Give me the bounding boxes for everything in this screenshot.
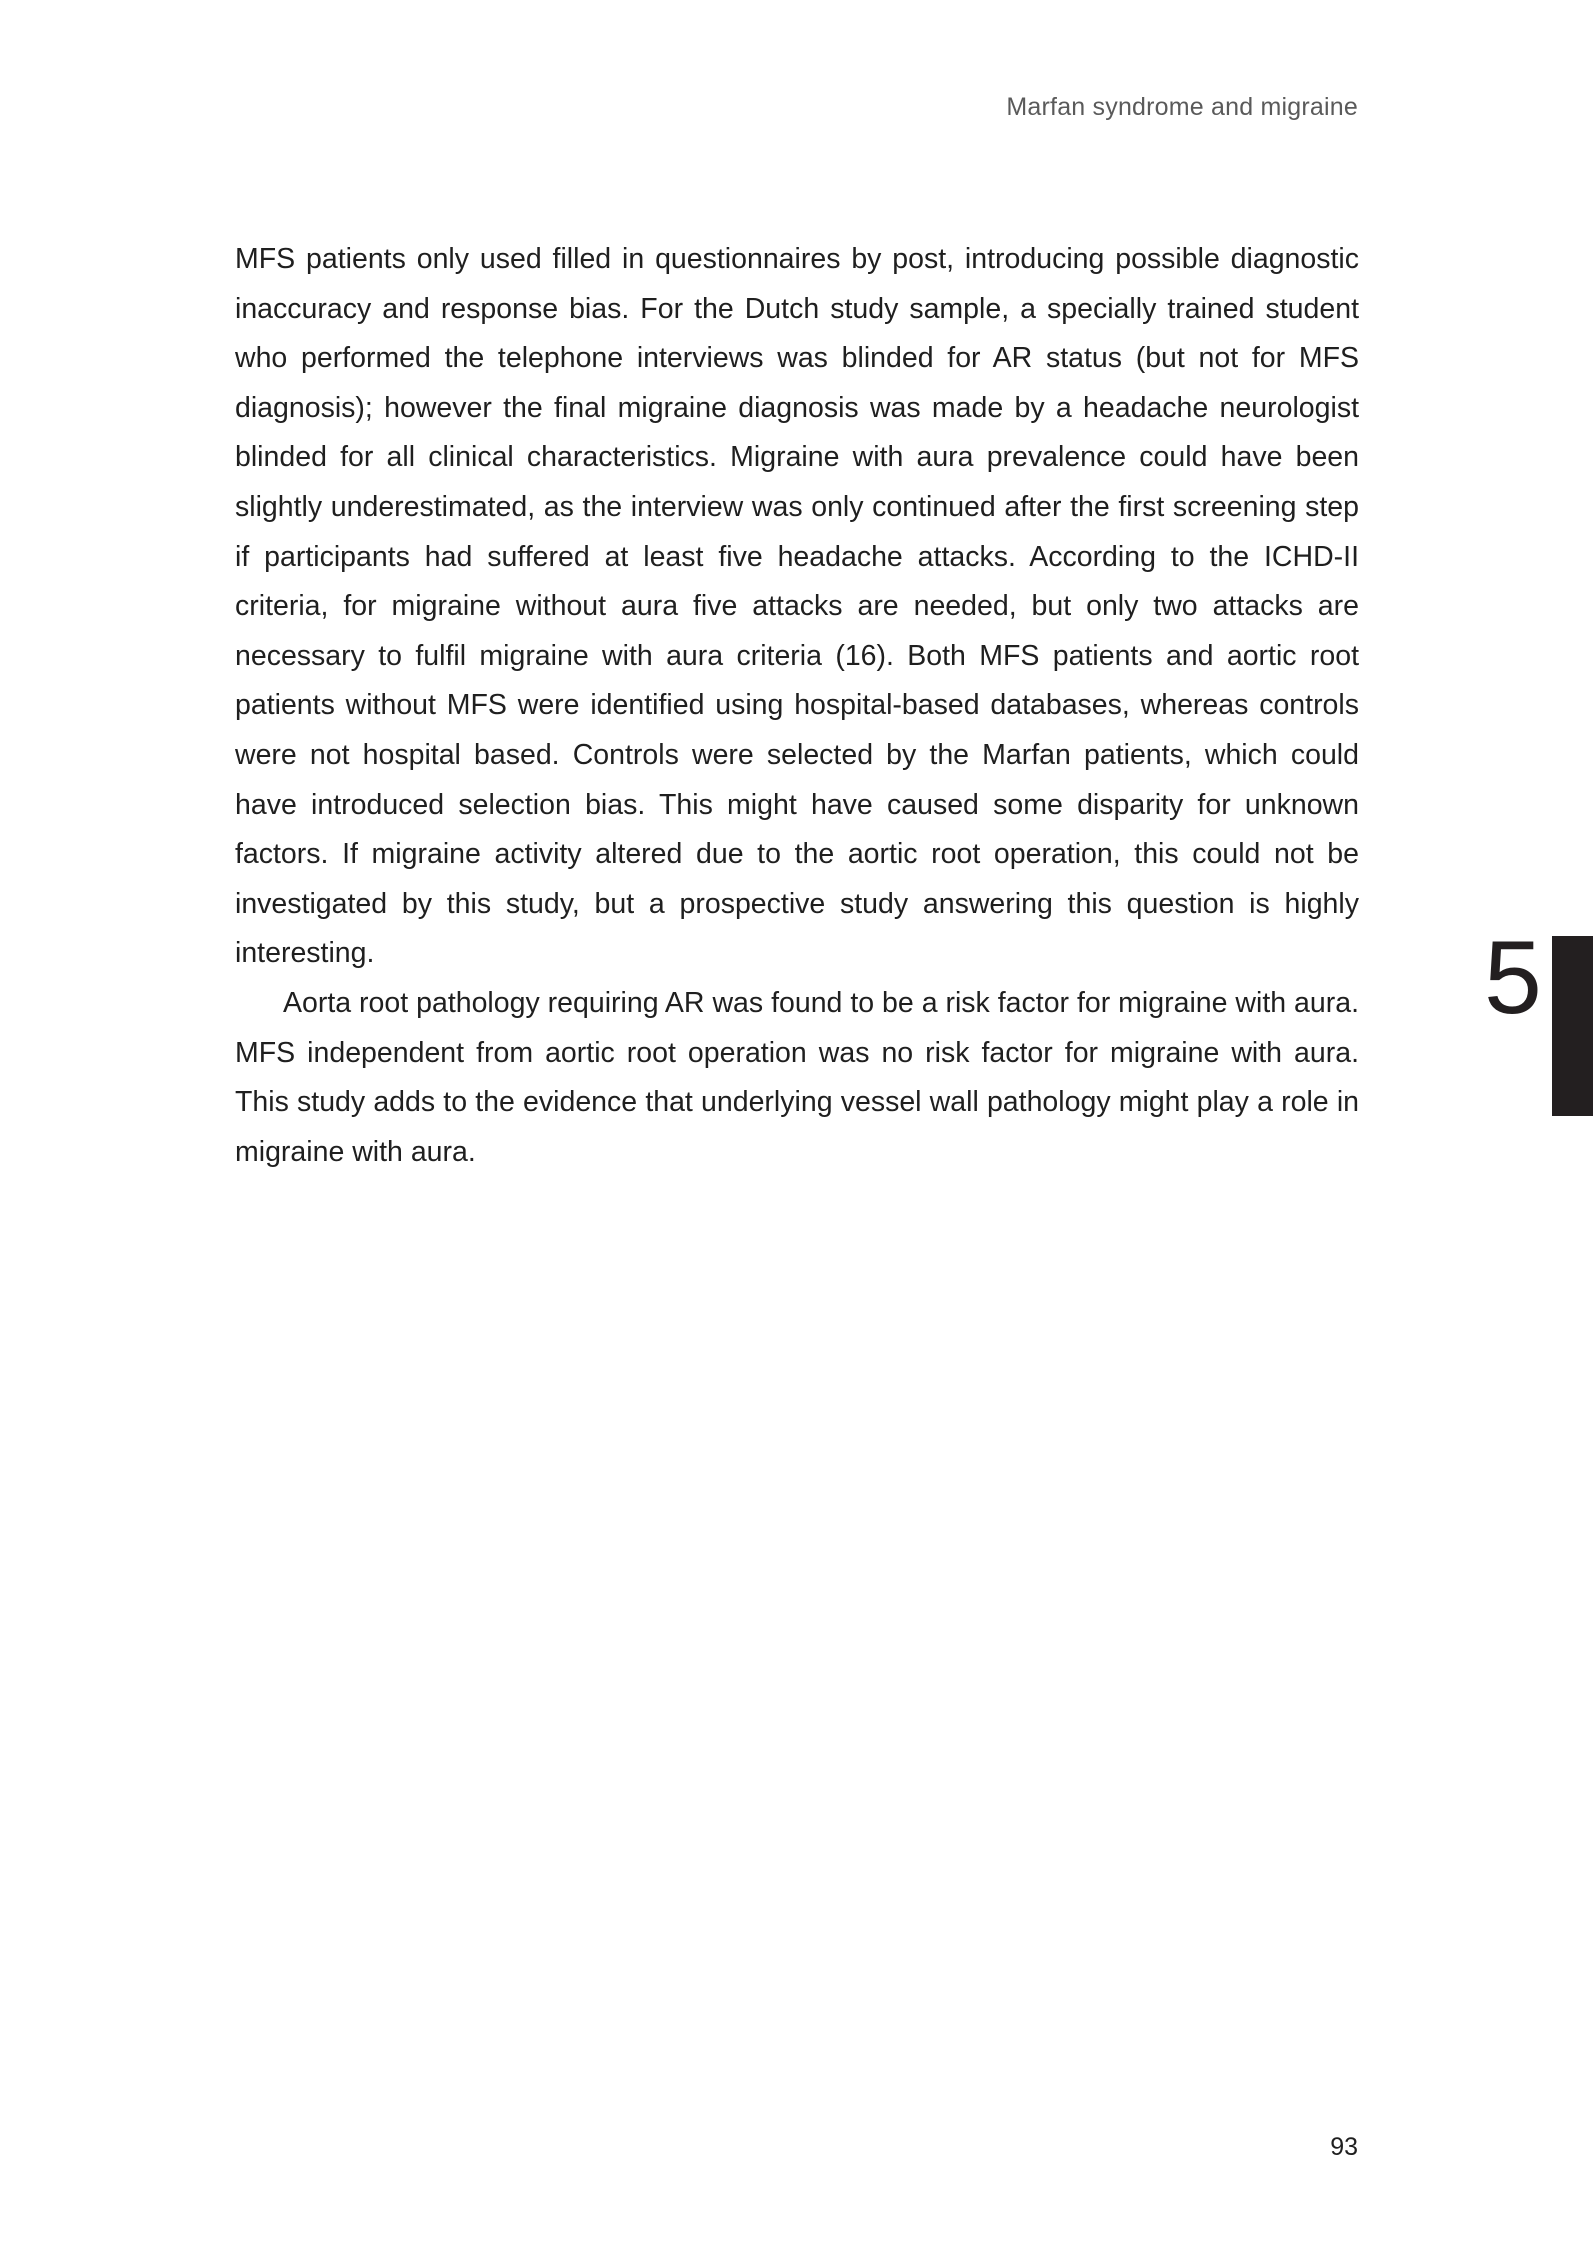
body-text: [235, 235, 1359, 1177]
paragraph: MFS patients only used filled in questionnaires by post, introducing possible diagnostic inaccuracy and response bias. For the Dutch study sample, a specially trained student who performed the telephone interviews was blinded for AR status (but not for MFS diagnosis); however the final migraine diagnosis was made by a headache neurologist blinded for all clinical characteristics. Migraine with aura prevalence could have been slightly underestimated, as the interview was only continued after the first screening step if participants had suffered at least five headache attacks. According to the ICHD-II criteria, for migraine without aura five attacks are needed, but only two attacks are necessary to fulfil migraine with aura criteria (16). Both MFS patients and aortic root patients without MFS were identified using hospital-based databases, whereas controls were not hospital based. Controls were selected by the Marfan patients, which could have introduced selection bias. This might have caused some disparity for unknown factors. If migraine activity altered due to the aortic root operation, this could not be investigated by this study, but a prospective study answering this question is highly interesting.: [235, 243, 1359, 970]
paragraph: Aorta root pathology requiring AR was found to be a risk factor for migraine with aura. MFS independent from aortic root operation was no risk factor for migraine with aura. This study adds to the evidence that underlying vessel wall pathology might play a role in migraine with aura.: [235, 986, 1359, 1168]
chapter-number: 5: [1484, 920, 1542, 1036]
running-header: Marfan syndrome and migraine: [1006, 93, 1358, 121]
page-number: 93: [1330, 2133, 1358, 2161]
chapter-tab-marker: [1552, 936, 1593, 1116]
